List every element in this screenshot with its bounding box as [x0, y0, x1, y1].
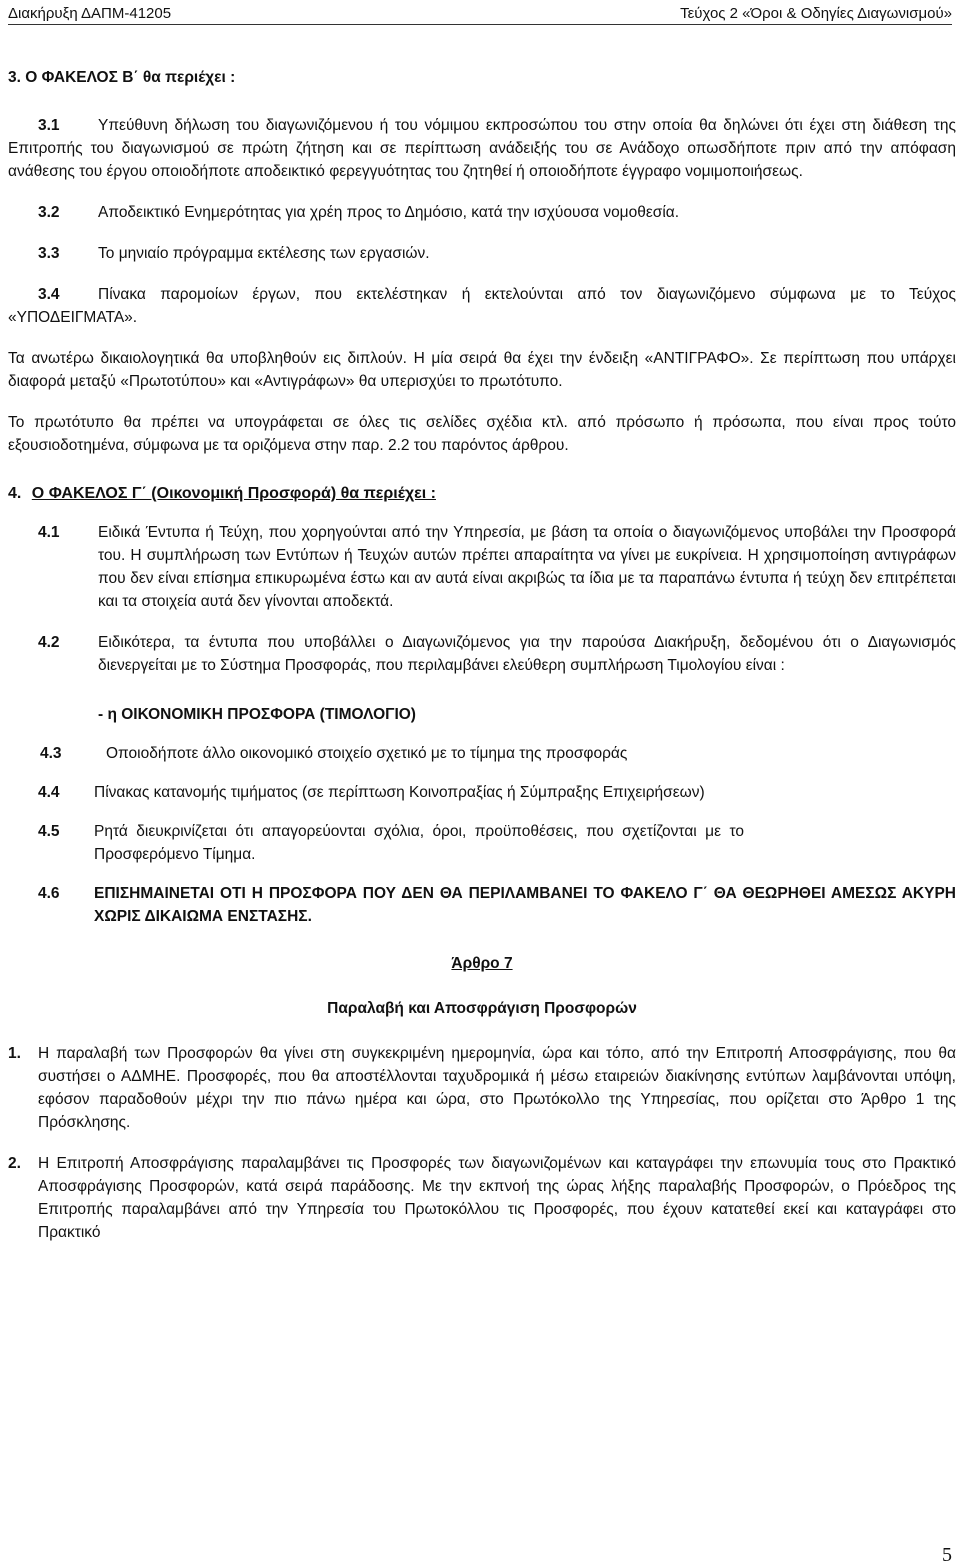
article-7-item-1 [8, 1042, 956, 1134]
section-4-heading [8, 482, 956, 505]
article-7-item-2 [8, 1152, 956, 1244]
page-header [8, 2, 952, 25]
article-7-title: Άρθρο 7 [451, 955, 513, 972]
item-number: 3.4 [38, 286, 60, 303]
item-4-3 [8, 742, 956, 765]
item-3-1 [8, 114, 956, 183]
item-text: Ειδικότερα, τα έντυπα που υποβάλλει ο Διαγωνιζόμενος για την παρούσα Διακήρυξη, δεδομένου ότι ο Διαγωνισμός διενεργείται με το Σύστημα Προσφοράς, που περιλαμβάνει ελεύθερη συμπλήρωση Τιμολογίου είναι : [98, 634, 956, 674]
item-text: Πίνακας κατανομής τιμήματος (σε περίπτωση Κοινοπραξίας ή Σύμπραξης Επιχειρήσεων) [94, 784, 705, 801]
item-number: 2. [8, 1155, 21, 1172]
item-3-3 [8, 242, 956, 265]
section-4-number: 4. [8, 485, 22, 502]
section-4-title: Ο ΦΑΚΕΛΟΣ Γ΄ (Οικονομική Προσφορά) θα περιέχει : [31, 485, 436, 502]
item-4-2 [8, 631, 956, 677]
item-4-1 [8, 521, 956, 613]
item-text: Ειδικά Έντυπα ή Τεύχη, που χορηγούνται από την Υπηρεσία, με βάση τα οποία ο διαγωνιζόμενος υποβάλει την Προσφορά του. Η συμπλήρωση των Εντύπων ή Τευχών αυτών πρέπει απαραίτητα να γίνει με ευκρίνεια. Η χρησιμοποίηση αντιγράφων που δεν είναι επίσημα επικυρωμένα έστω και αν αυτά είναι ακριβώς τα ίδια με τα παραπάνω έντυπα ή τεύχη δεν επιτρέπεται και τα στοιχεία αυτά δεν γίνονται αποδεκτά. [98, 524, 956, 610]
item-text: Αποδεικτικό Ενημερότητας για χρέη προς το Δημόσιο, κατά την ισχύουσα νομοθεσία. [98, 204, 680, 221]
financial-offer-bullet: - η ΟΙΚΟΝΟΜΙΚΗ ΠΡΟΣΦΟΡΑ (ΤΙΜΟΛΟΓΙΟ) [98, 706, 416, 723]
section-3-heading: 3. Ο ΦΑΚΕΛΟΣ Β΄ θα περιέχει : [8, 69, 236, 86]
item-number: 3.1 [38, 117, 60, 134]
item-number: 4.4 [38, 784, 60, 801]
document-body [8, 66, 956, 1262]
item-number: 1. [8, 1045, 21, 1062]
item-text: Το μηνιαίο πρόγραμμα εκτέλεσης των εργασιών. [98, 245, 430, 262]
duplicates-paragraph: Τα ανωτέρω δικαιολογητικά θα υποβληθούν εις διπλούν. Η μία σειρά θα έχει την ένδειξη «ΑΝΤΙΓΡΑΦΟ». Σε περίπτωση που υπάρχει διαφορά μεταξύ «Πρωτοτύπου» και «Αντιγράφων» θα υπερισχύει το πρωτότυπο. [8, 350, 956, 390]
item-4-4 [8, 781, 956, 804]
article-7-subtitle: Παραλαβή και Αποσφράγιση Προσφορών [327, 1000, 637, 1017]
item-number: 3.2 [38, 204, 60, 221]
item-number: 4.5 [38, 823, 60, 840]
item-4-5 [8, 820, 956, 866]
item-4-6 [8, 882, 956, 928]
item-number: 4.2 [38, 634, 60, 651]
item-number: 4.3 [40, 745, 62, 762]
item-text: Πίνακα παρομοίων έργων, που εκτελέστηκαν ή εκτελούνται από τον διαγωνιζόμενο σύμφωνα με το Τεύχος «ΥΠΟΔΕΙΓΜΑΤΑ». [8, 286, 956, 326]
item-number: 3.3 [38, 245, 60, 262]
original-signature-paragraph: Το πρωτότυπο θα πρέπει να υπογράφεται σε όλες τις σελίδες σχέδια κτλ. από πρόσωπο ή πρόσωπα, που είναι προς τούτο εξουσιοδοτημένα, σύμφωνα με τα οριζόμενα στην παρ. 2.2 του παρόντος άρθρου. [8, 414, 956, 454]
header-document-id: Διακήρυξη ΔΑΠΜ-41205 [8, 5, 172, 22]
item-text: Οποιοδήποτε άλλο οικονομικό στοιχείο σχετικό με το τίμημα της προσφοράς [106, 745, 628, 762]
page-number: 5 [942, 1544, 952, 1566]
item-text: Η Επιτροπή Αποσφράγισης παραλαμβάνει τις Προσφορές των διαγωνιζομένων και καταγράφει την επωνυμία τους στο Πρακτικό Αποσφράγισης Προσφορών, κατά σειρά παράδοσης. Με την εκπνοή της ώρας λήξης παραλαβής Προσφορών, ο Πρόεδρος της Επιτροπής παραλαμβάνει από την Υπηρεσία του Πρωτοκόλλου τις Προσφορές, που έχουν κατατεθεί εκεί και καταγράφει στο Πρακτικό [38, 1155, 956, 1241]
item-3-2 [8, 201, 956, 224]
item-text: ΕΠΙΣΗΜΑΙΝΕΤΑΙ ΟΤΙ Η ΠΡΟΣΦΟΡΑ ΠΟΥ ΔΕΝ ΘΑ ΠΕΡΙΛΑΜΒΑΝΕΙ ΤΟ ΦΑΚΕΛΟ Γ΄ ΘΑ ΘΕΩΡΗΘΕΙ ΑΜΕΣΩΣ ΑΚΥΡΗ ΧΩΡΙΣ ΔΙΚΑΙΩΜΑ ΕΝΣΤΑΣΗΣ. [94, 885, 956, 925]
header-volume-title: Τεύχος 2 «Όροι & Οδηγίες Διαγωνισμού» [680, 5, 952, 22]
item-number: 4.1 [38, 524, 60, 541]
item-text: Η παραλαβή των Προσφορών θα γίνει στη συγκεκριμένη ημερομηνία, ώρα και τόπο, από την Επιτροπή Αποσφράγισης, που θα συστήσει ο ΑΔΜΗΕ. Προσφορές, που θα αποστέλλονται ταχυδρομικά ή μέσω εταιρειών διακίνησης εντύπων λαμβάνονται υπόψη, εφόσον παραδοθούν μέχρι την πιο πάνω ημέρα και ώρα, στο Πρωτόκολλο της Υπηρεσίας, που ορίζεται στο Άρθρο 1 της Πρόσκλησης. [38, 1045, 956, 1131]
item-text: Ρητά διευκρινίζεται ότι απαγορεύονται σχόλια, όροι, προϋποθέσεις, που σχετίζονται με το Προσφερόμενο Τίμημα. [94, 823, 744, 863]
item-text: Υπεύθυνη δήλωση του διαγωνιζόμενου ή του νόμιμου εκπροσώπου του στην οποία θα δηλώνει ότι έχει στη διάθεση της Επιτροπής του διαγωνισμού σε πρώτη ζήτηση και σε περίπτωση ανάδειξής του σε Ανάδοχο οπωσδήποτε πριν από την απόφαση ανάθεσης του έργου οποιοδήποτε αποδεικτικό φερεγγυότητας του ζητηθεί ή οποιοδήποτε έγγραφο νομιμοποιήσεως. [8, 117, 956, 180]
item-number: 4.6 [38, 885, 60, 902]
item-3-4 [8, 283, 956, 329]
